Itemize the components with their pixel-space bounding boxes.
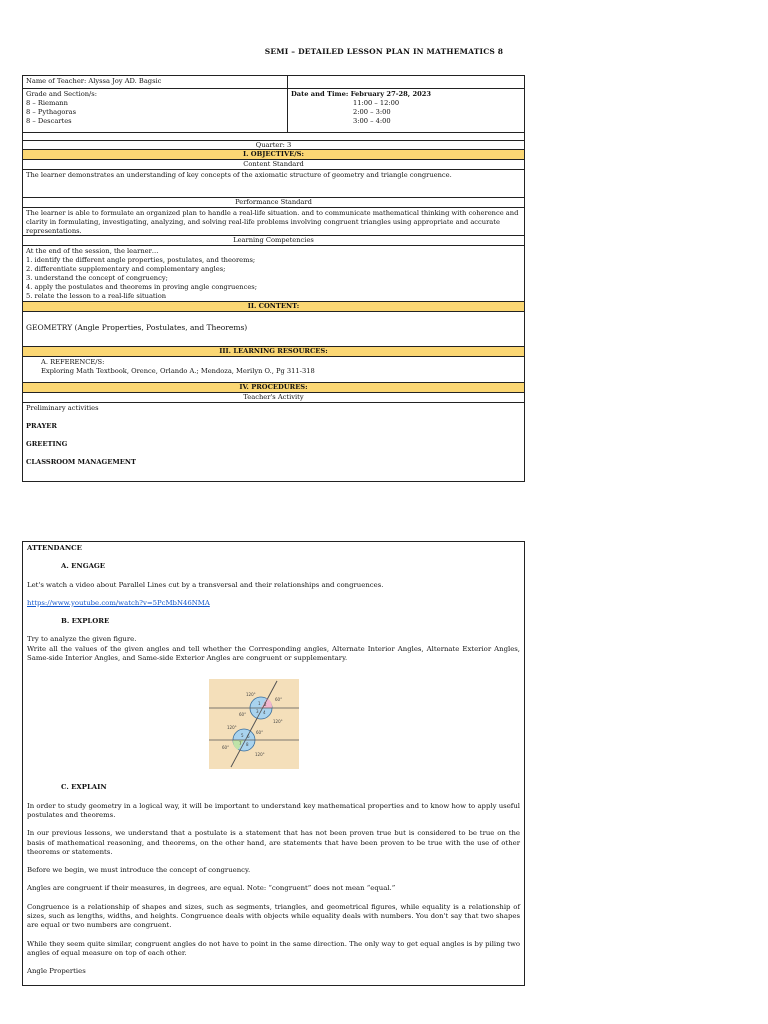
parallel-lines-figure — [209, 679, 299, 769]
competencies-intro: At the end of the session, the learner… — [26, 247, 159, 255]
section-item: 8 – Descartes — [26, 117, 72, 125]
time-item: 11:00 – 12:00 — [353, 99, 400, 107]
quarter: Quarter: 3 — [23, 140, 524, 150]
greeting-label: GREETING — [26, 440, 68, 448]
content-header: II. CONTENT: — [23, 302, 524, 312]
angle-number: 6 — [247, 734, 250, 739]
angle-label: 60° — [256, 730, 264, 735]
explain-paragraph: While they seem quite similar, congruent angles do not have to point in the same direction. The only way to get equal angles is by piling two angles of equal measure on top of each other. — [27, 939, 520, 957]
content-standard-text: The learner demonstrates an understanding of key concepts of the axiomatic structure of geometry and triangle congruence. — [23, 170, 524, 198]
explain-heading: C. EXPLAIN — [61, 783, 107, 792]
competency-item: 3. understand the concept of congruency; — [26, 274, 168, 282]
page-title: SEMI – DETAILED LESSON PLAN IN MATHEMATICS 8 — [264, 47, 504, 56]
reference-text: Exploring Math Textbook, Orence, Orlando A.; Mendoza, Merilyn O., Pg 311-318 — [41, 367, 315, 375]
resources-header: III. LEARNING RESOURCES: — [23, 347, 524, 357]
explore-instruction: Try to analyze the given figure. — [27, 635, 137, 644]
angle-number: 3 — [256, 709, 259, 714]
explain-paragraph: Angles are congruent if their measures, in degrees, are equal. Note: “congruent” does not mean “equal.” — [27, 884, 396, 893]
video-link[interactable] — [27, 599, 520, 608]
angle-number: 5 — [241, 733, 244, 738]
time-item: 3:00 – 4:00 — [353, 117, 391, 125]
angle-number: 4 — [263, 710, 266, 715]
competencies-list — [23, 246, 524, 302]
explore-heading: B. EXPLORE — [61, 617, 110, 626]
angle-label: 60° — [275, 697, 283, 702]
angle-label: 120° — [273, 719, 283, 724]
explain-paragraph: In our previous lessons, we understand that a postulate is a statement that has not been proven true but is considered to be true on the basis of mathematical reasoning, and theorems, on the other hand, are statements that have been proven to be true with the use of other theorems or statements. — [27, 829, 520, 856]
explore-task: Write all the values of the given angles and tell whether the Corresponding angles, Alternate Interior Angles, Alternate Exterior Angles, Same-side Interior Angles, and Same-side Exterior Angles are congruent or supplementary. — [27, 644, 520, 663]
engage-heading: A. ENGAGE — [61, 562, 106, 571]
grade-label: Grade and Section/s: — [26, 90, 97, 98]
angle-number: 8 — [246, 742, 249, 747]
prayer-label: PRAYER — [26, 422, 57, 430]
references — [23, 357, 524, 383]
preliminary-activities — [23, 403, 524, 481]
angle-number: 7 — [239, 741, 242, 746]
time-item: 2:00 – 3:00 — [353, 108, 391, 116]
angle-number: 2 — [264, 702, 267, 707]
competency-item: 2. differentiate supplementary and complementary angles; — [26, 265, 226, 273]
teacher-row — [23, 76, 524, 89]
angle-label: 60° — [239, 712, 247, 717]
teacher-name: Name of Teacher: Alyssa Joy AD. Bagsic — [23, 76, 288, 88]
section-item: 8 – Riemann — [26, 99, 68, 107]
explain-paragraph: Congruence is a relationship of shapes and sizes, such as segments, triangles, and geometrical figures, while equality is a relationship of sizes, such as lengths, widths, and heights. Congruence deals with objects while equality deals with numbers. You don't say that two shapes are equal or two numbers are congruent. — [27, 902, 520, 930]
classroom-management-label: CLASSROOM MANAGEMENT — [26, 458, 136, 466]
performance-standard-text: The learner is able to formulate an organized plan to handle a real-life situation. and to communicate mathematical thinking with coherence and clarity in formulating, investigating, analyzing, and solving real-life problems involving congruent triangles using appropriate and accurate representations. — [23, 208, 524, 236]
engage-text: Let's watch a video about Parallel Lines cut by a transversal and their relationships and congruences. — [27, 580, 384, 589]
angle-label: 120° — [246, 692, 256, 697]
transversal-diagram — [209, 679, 299, 769]
objectives-header: I. OBJECTIVE/S: — [23, 150, 524, 160]
explain-paragraph: In order to study geometry in a logical way, it will be important to understand key mathematical properties and to know how to apply useful postulates and theorems. — [27, 801, 520, 819]
reference-label: A. REFERENCE/S: — [41, 358, 105, 366]
procedures-header: IV. PROCEDURES: — [23, 383, 524, 393]
date-label: Date and Time: February 27-28, 2023 — [291, 90, 432, 98]
performance-standard-label: Performance Standard — [23, 198, 524, 208]
competency-item: 5. relate the lesson to a real-life situation — [26, 292, 167, 300]
competencies-label: Learning Competencies — [23, 236, 524, 246]
video-link-text[interactable]: https://www.youtube.com/watch?v=5PcMbN46NMA — [27, 598, 210, 607]
angle-label: 120° — [255, 752, 265, 757]
content-standard-label: Content Standard — [23, 160, 524, 170]
grade-sections — [23, 89, 288, 132]
angle-number: 1 — [258, 701, 261, 706]
attendance-label: ATTENDANCE — [27, 544, 82, 552]
teachers-activity-label: Teacher's Activity — [23, 393, 524, 403]
angle-label: 120° — [227, 725, 237, 730]
content-text — [23, 312, 524, 347]
content-topic: GEOMETRY (Angle Properties, Postulates, and Theorems) — [26, 323, 248, 332]
prelim-heading: Preliminary activities — [26, 404, 99, 412]
competency-item: 1. identify the different angle properties, postulates, and theorems; — [26, 256, 256, 264]
explain-paragraph: Before we begin, we must introduce the concept of congruency. — [27, 866, 251, 875]
teacher-row-blank — [288, 76, 524, 88]
angle-properties-heading: Angle Properties — [27, 967, 86, 976]
lesson-plan-table — [22, 75, 525, 482]
date-time — [288, 89, 524, 132]
angle-label: 60° — [222, 745, 230, 750]
section-item: 8 – Pythagoras — [26, 108, 77, 116]
section-row — [23, 89, 524, 133]
competency-item: 4. apply the postulates and theorems in proving angle congruences; — [26, 283, 257, 291]
